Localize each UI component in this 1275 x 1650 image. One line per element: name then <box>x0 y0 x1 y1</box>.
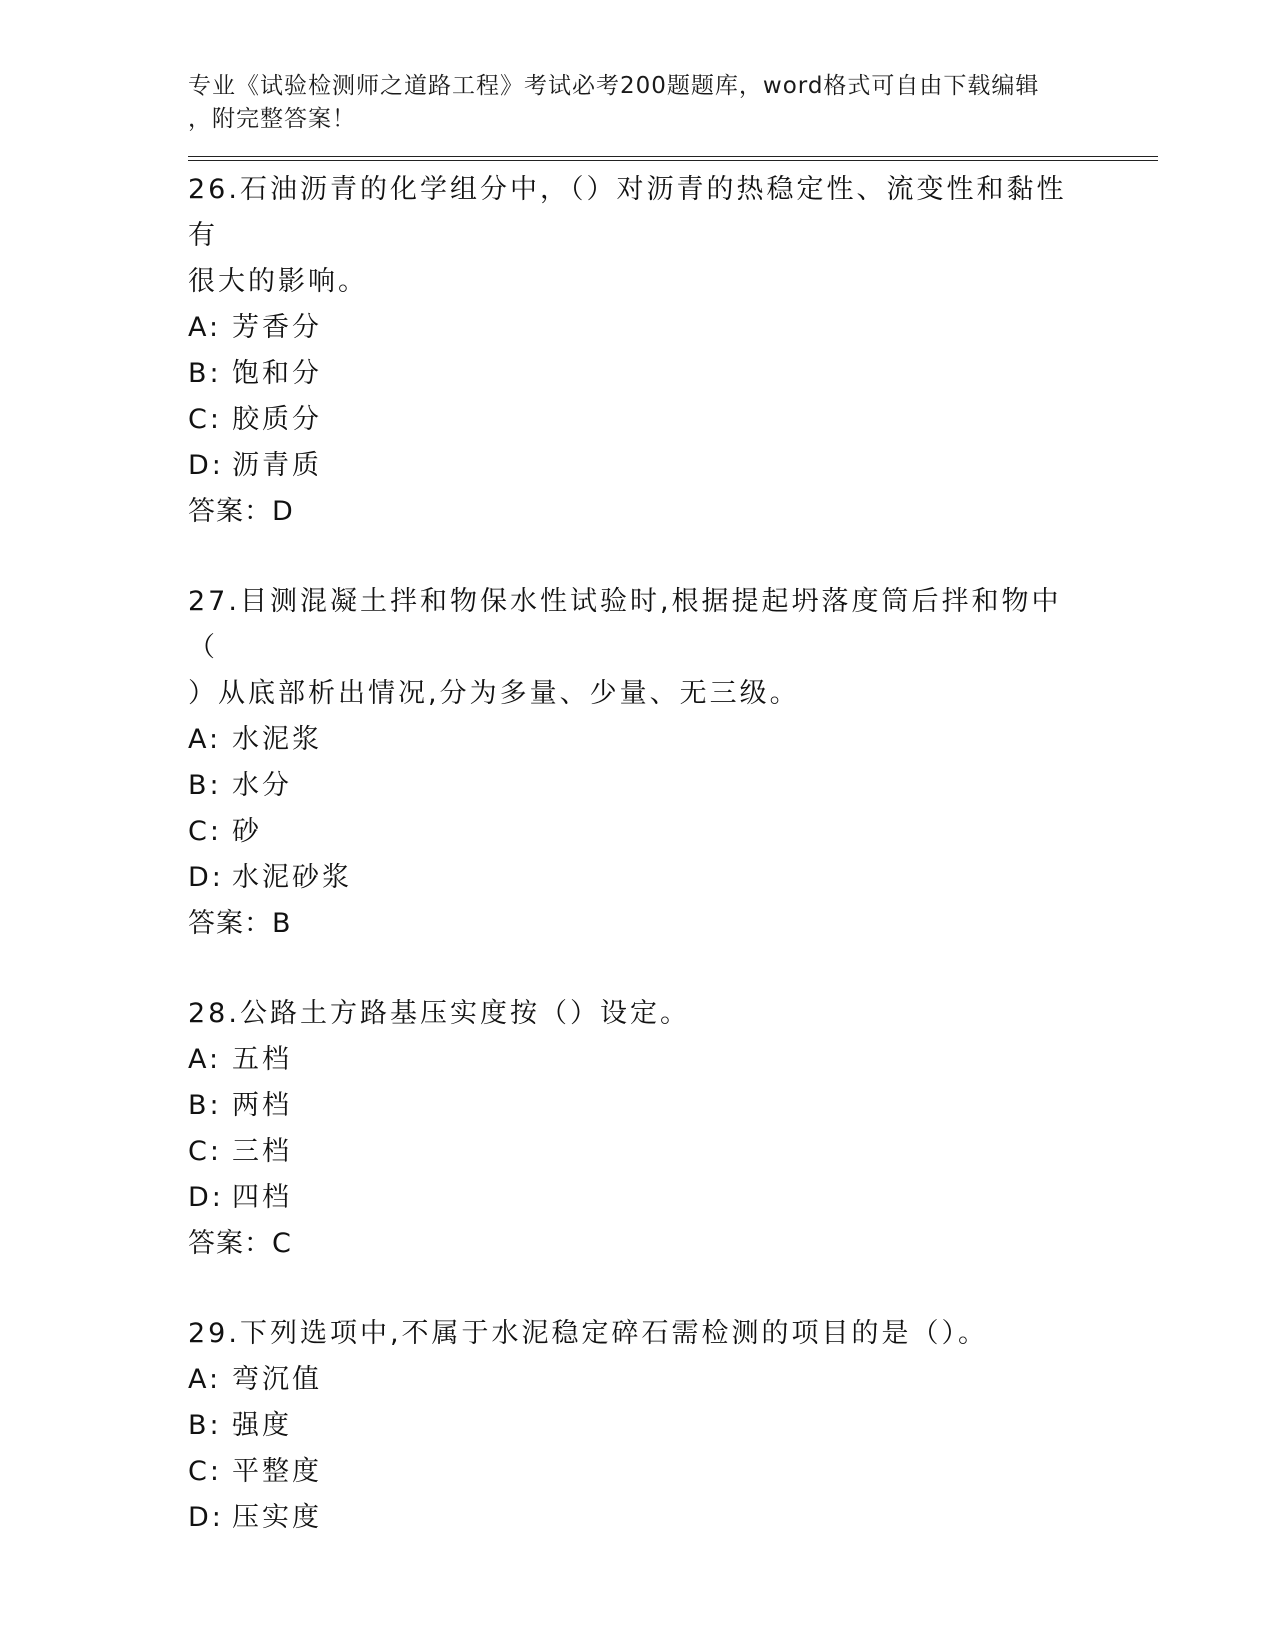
option-label: A: <box>188 312 222 343</box>
option-c <box>188 1449 1158 1495</box>
option-c <box>188 809 1158 855</box>
option-text: 四档 <box>232 1182 292 1213</box>
option-label: A: <box>188 724 222 755</box>
option-text: 芳香分 <box>232 312 322 343</box>
question-stem-line-1: 27.目测混凝土拌和物保水性试验时,根据提起坍落度筒后拌和物中（ <box>188 586 1062 663</box>
document-page <box>188 70 1158 1541</box>
option-label: B: <box>188 1410 222 1441</box>
option-text: 水泥砂浆 <box>232 862 352 893</box>
option-label: A: <box>188 1364 222 1395</box>
option-a <box>188 1357 1158 1403</box>
option-c <box>188 397 1158 443</box>
document-header <box>188 70 1068 136</box>
option-b <box>188 1403 1158 1449</box>
option-label: B: <box>188 358 222 389</box>
option-label: C: <box>188 1136 222 1167</box>
option-d <box>188 443 1158 489</box>
answer-text: 答案：C <box>188 1228 292 1259</box>
answer-text: 答案：D <box>188 496 294 527</box>
option-b <box>188 351 1158 397</box>
option-text: 沥青质 <box>232 450 322 481</box>
option-text: 胶质分 <box>232 404 322 435</box>
question-stem-line-2: ）从底部析出情况,分为多量、少量、无三级。 <box>188 678 800 709</box>
option-label: D: <box>188 862 224 893</box>
option-d <box>188 1175 1158 1221</box>
option-label: D: <box>188 1182 224 1213</box>
option-text: 平整度 <box>232 1456 322 1487</box>
option-text: 两档 <box>232 1090 292 1121</box>
option-text: 砂 <box>232 816 262 847</box>
option-label: C: <box>188 404 222 435</box>
option-d <box>188 855 1158 901</box>
option-b <box>188 1083 1158 1129</box>
header-line-2: ，附完整答案！ <box>188 106 356 132</box>
option-label: C: <box>188 816 222 847</box>
option-text: 三档 <box>232 1136 292 1167</box>
question-28 <box>188 991 1158 1267</box>
question-29 <box>188 1311 1158 1541</box>
option-text: 饱和分 <box>232 358 322 389</box>
question-stem-line-1: 26.石油沥青的化学组分中，（）对沥青的热稳定性、流变性和黏性有 <box>188 174 1067 251</box>
question-stem-line-1: 29.下列选项中,不属于水泥稳定碎石需检测的项目的是（）。 <box>188 1318 989 1349</box>
option-label: D: <box>188 450 224 481</box>
option-text: 弯沉值 <box>232 1364 322 1395</box>
option-label: B: <box>188 1090 222 1121</box>
question-stem-line-2: 很大的影响。 <box>188 266 368 297</box>
option-label: A: <box>188 1044 222 1075</box>
option-a <box>188 717 1158 763</box>
option-label: B: <box>188 770 222 801</box>
option-a <box>188 305 1158 351</box>
option-text: 水泥浆 <box>232 724 322 755</box>
option-b <box>188 763 1158 809</box>
option-text: 水分 <box>232 770 292 801</box>
answer-text: 答案：B <box>188 908 292 939</box>
header-double-rule <box>188 156 1158 161</box>
header-line-1: 专业《试验检测师之道路工程》考试必考200题题库，word格式可自由下载编辑 <box>188 73 1040 99</box>
option-label: C: <box>188 1456 222 1487</box>
question-27 <box>188 579 1158 947</box>
option-text: 五档 <box>232 1044 292 1075</box>
option-label: D: <box>188 1502 224 1533</box>
option-d <box>188 1495 1158 1541</box>
option-text: 压实度 <box>232 1502 322 1533</box>
question-stem-line-1: 28.公路土方路基压实度按（）设定。 <box>188 998 690 1029</box>
question-26 <box>188 167 1158 535</box>
option-c <box>188 1129 1158 1175</box>
option-a <box>188 1037 1158 1083</box>
option-text: 强度 <box>232 1410 292 1441</box>
